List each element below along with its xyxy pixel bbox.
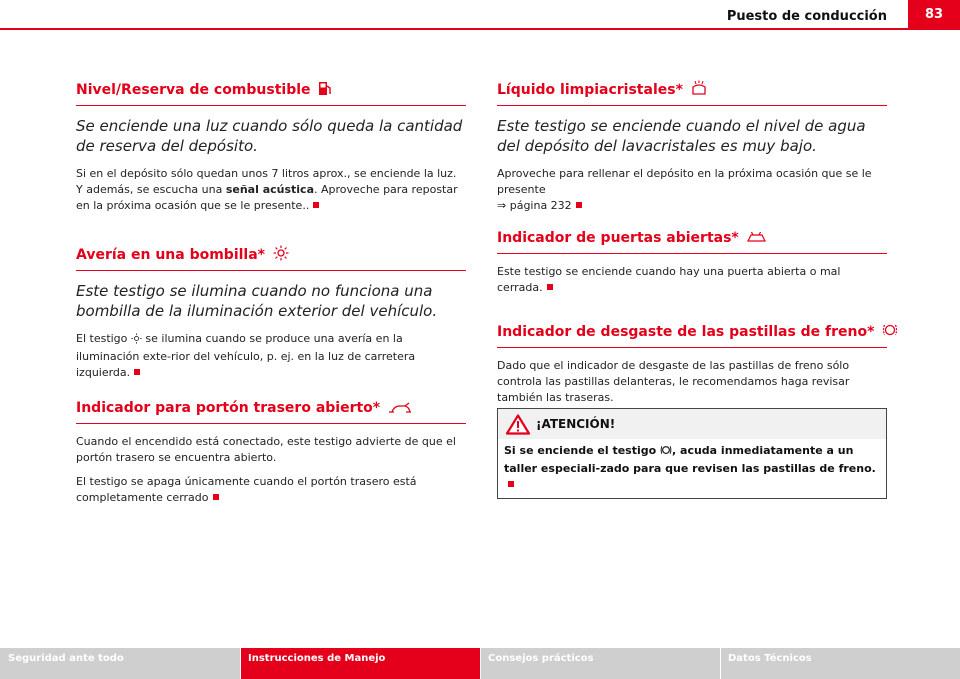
- cross-reference-arrow: ⇒: [497, 199, 507, 212]
- section-heading-text: Indicador de puertas abiertas*: [497, 230, 739, 246]
- section-heading: [497, 80, 887, 106]
- section-lead: Se enciende una luz cuando sólo queda la cantidad de reserva del depósito.: [76, 117, 463, 155]
- header-rule: [0, 28, 960, 30]
- doors-open-icon: [747, 232, 767, 248]
- tailgate-icon: [388, 402, 412, 418]
- body-text: Este testigo se enciende cuando hay una puerta abierta o mal cerrada.: [497, 265, 841, 294]
- warning-text-part: Si se enciende el testigo: [504, 444, 661, 457]
- section-body: [497, 166, 887, 214]
- section-heading-text: Indicador para portón trasero abierto*: [76, 400, 381, 416]
- section-heading: [497, 322, 887, 348]
- warning-header: [498, 409, 886, 439]
- section-tailgate-open: [76, 400, 466, 506]
- section-body: [497, 264, 887, 296]
- section-fuel-reserve: [76, 80, 466, 214]
- end-marker-icon: [213, 494, 219, 500]
- section-bulb-failure: [76, 245, 466, 381]
- washer-fluid-icon: [691, 80, 707, 100]
- body-text: se ilumina cuando se produce una avería en la iluminación exte-rior del vehículo, p. ej. en la luz de carretera izquierda.: [76, 332, 416, 379]
- nav-divider: [480, 648, 481, 679]
- section-brake-pad-wear: [497, 322, 887, 406]
- warning-title: ¡ATENCIÓN!: [536, 417, 616, 431]
- body-text: El testigo: [76, 332, 131, 345]
- brake-pad-icon: [660, 444, 672, 461]
- body-bold-text: señal acústica: [225, 183, 314, 196]
- end-marker-icon: [508, 481, 514, 487]
- nav-tab-operation[interactable]: [240, 648, 480, 679]
- nav-divider: [720, 648, 721, 679]
- end-marker-icon: [313, 202, 319, 208]
- section-body: [76, 166, 466, 214]
- section-heading: [76, 400, 466, 424]
- body-text: Aproveche para rellenar el depósito en la próxima ocasión que se le presente: [497, 167, 872, 196]
- section-body: [76, 331, 466, 381]
- page-header-title: Puesto de conducción: [726, 9, 887, 24]
- nav-tab-safety[interactable]: [0, 648, 240, 679]
- nav-tab-technical-data[interactable]: [720, 648, 960, 679]
- warning-triangle-icon: [506, 414, 530, 439]
- section-heading-text: Indicador de desgaste de las pastillas de freno*: [497, 324, 875, 340]
- warning-text-part: , acuda inmediatamente a un taller especiali-zado para que revisen las pastillas de freno.: [504, 444, 876, 475]
- fuel-icon: [318, 80, 332, 100]
- section-heading: [76, 245, 466, 271]
- section-body: [76, 474, 466, 506]
- body-text: . Aproveche para repostar en la próxima ocasión que se le presente..: [76, 183, 458, 212]
- section-lead: Este testigo se enciende cuando el nivel de agua del depósito del lavacristales es muy bajo.: [497, 117, 866, 155]
- footer-nav: [0, 648, 960, 679]
- end-marker-icon: [547, 284, 553, 290]
- section-body: Cuando el encendido está conectado, este testigo advierte de que el portón trasero se encuentra abierto.: [76, 435, 456, 464]
- bulb-icon: [131, 333, 142, 349]
- section-lead: Este testigo se ilumina cuando no funciona una bombilla de la iluminación exterior del vehículo.: [76, 282, 438, 320]
- warning-box: [497, 408, 887, 499]
- body-text: El testigo se apaga únicamente cuando el portón trasero está completamente cerrado: [76, 475, 417, 504]
- end-marker-icon: [134, 369, 140, 375]
- nav-tab-practical-tips[interactable]: [480, 648, 720, 679]
- section-washer-fluid: [497, 80, 887, 214]
- end-marker-icon: [576, 202, 582, 208]
- nav-tab-label: Seguridad ante todo: [8, 653, 124, 664]
- body-text: Si en el depósito sólo quedan unos 7 litros aprox., se enciende la luz. Y además, se escucha una: [76, 167, 457, 196]
- bulb-icon: [273, 245, 289, 265]
- section-heading-text: Nivel/Reserva de combustible: [76, 82, 311, 98]
- page-number: 83: [908, 0, 960, 28]
- nav-tab-label: Consejos prácticos: [488, 653, 594, 664]
- section-heading-text: Avería en una bombilla*: [76, 247, 265, 263]
- section-heading: [76, 80, 466, 106]
- nav-tab-label: Instrucciones de Manejo: [248, 653, 386, 664]
- section-heading-text: Líquido limpiacristales*: [497, 82, 683, 98]
- page-reference-link[interactable]: página 232: [506, 199, 572, 212]
- section-doors-open: [497, 230, 887, 296]
- nav-divider: [240, 648, 241, 679]
- warning-text: [498, 439, 886, 498]
- nav-tab-label: Datos Técnicos: [728, 653, 812, 664]
- section-body: Dado que el indicador de desgaste de las pastillas de freno sólo controla las pastillas delanteras, le recomendamos haga revisar también las traseras.: [497, 359, 850, 404]
- section-heading: [497, 230, 887, 254]
- brake-pad-icon: [882, 322, 898, 342]
